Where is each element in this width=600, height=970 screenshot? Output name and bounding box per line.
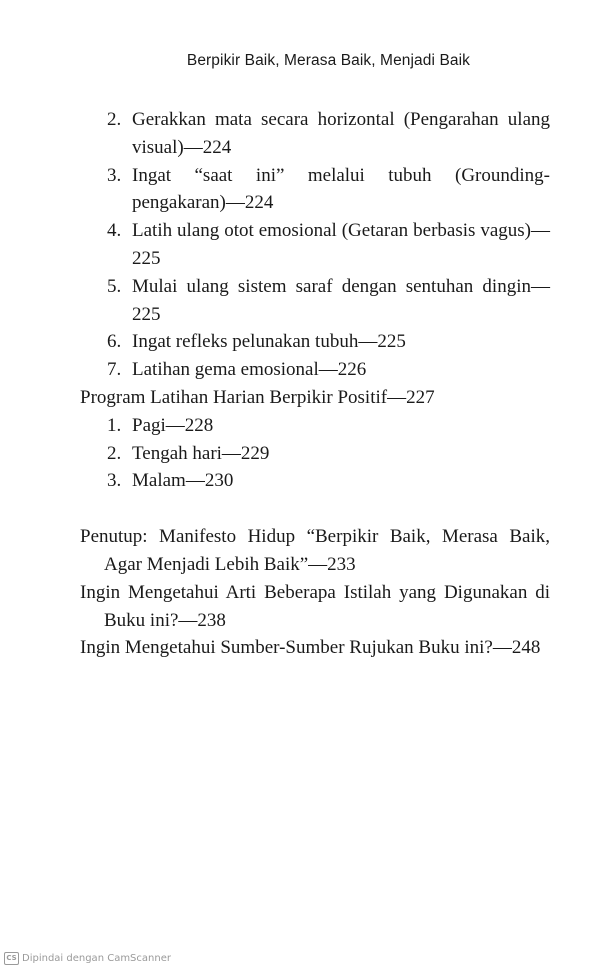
- toc-section-penutup: Penutup: Manifesto Hidup “Berpikir Baik, Merasa Baik, Agar Menjadi Lebih Baik”—233: [80, 526, 550, 575]
- toc-entry-number: 3.: [107, 470, 122, 492]
- toc-entry: [80, 328, 550, 356]
- toc-entry-text: Ingat “saat ini” melalui tubuh (Grounding-pengakaran)—224: [132, 164, 550, 214]
- toc-entry: [80, 273, 550, 329]
- section-spacer: [80, 495, 550, 523]
- toc-entry: [80, 162, 550, 218]
- toc-section-istilah: Ingin Mengetahui Arti Beberapa Istilah yang Digunakan di Buku ini?—238: [80, 581, 550, 631]
- toc-entry-text: Pagi—228: [132, 414, 214, 436]
- toc-section-rujukan: Ingin Mengetahui Sumber-Sumber Rujukan Buku ini?—248: [80, 637, 541, 659]
- toc-entry: [80, 412, 550, 440]
- scanner-watermark: [4, 952, 171, 965]
- toc-entry-text: Malam—230: [132, 470, 234, 492]
- toc-entry-text: Latihan gema emosional—226: [132, 359, 367, 381]
- toc-entry-text: Gerakkan mata secara horizontal (Pengarahan ulang visual)—224: [132, 109, 550, 158]
- toc-entry-number: 7.: [107, 359, 122, 381]
- toc-entry: [80, 356, 550, 384]
- toc-entry: [80, 106, 550, 162]
- toc-entry-number: 5.: [107, 275, 122, 297]
- watermark-text: Dipindai dengan CamScanner: [22, 953, 171, 964]
- toc-entry-number: 6.: [107, 331, 122, 353]
- toc-entry: [80, 467, 550, 495]
- toc-entry-text: Tengah hari—229: [132, 442, 270, 464]
- toc-entry: [80, 217, 550, 273]
- toc-entry-number: 1.: [107, 414, 122, 436]
- toc-entry-text: Ingat refleks pelunakan tubuh—225: [132, 331, 406, 353]
- running-header: Berpikir Baik, Merasa Baik, Menjadi Baik: [186, 52, 470, 69]
- toc-entry-text: Mulai ulang sistem saraf dengan sentuhan dingin—225: [132, 275, 550, 325]
- camscanner-icon: CS: [4, 952, 19, 965]
- toc-entry: [80, 440, 550, 468]
- toc-entry-number: 2.: [107, 442, 122, 464]
- toc-entry-number: 3.: [107, 164, 122, 186]
- toc-section-program: Program Latihan Harian Berpikir Positif—227: [80, 386, 435, 408]
- table-of-contents: [80, 106, 550, 662]
- toc-entry-number: 2.: [107, 109, 122, 130]
- toc-entry-number: 4.: [107, 220, 122, 242]
- toc-entry-text: Latih ulang otot emosional (Getaran berbasis vagus)—225: [132, 220, 550, 269]
